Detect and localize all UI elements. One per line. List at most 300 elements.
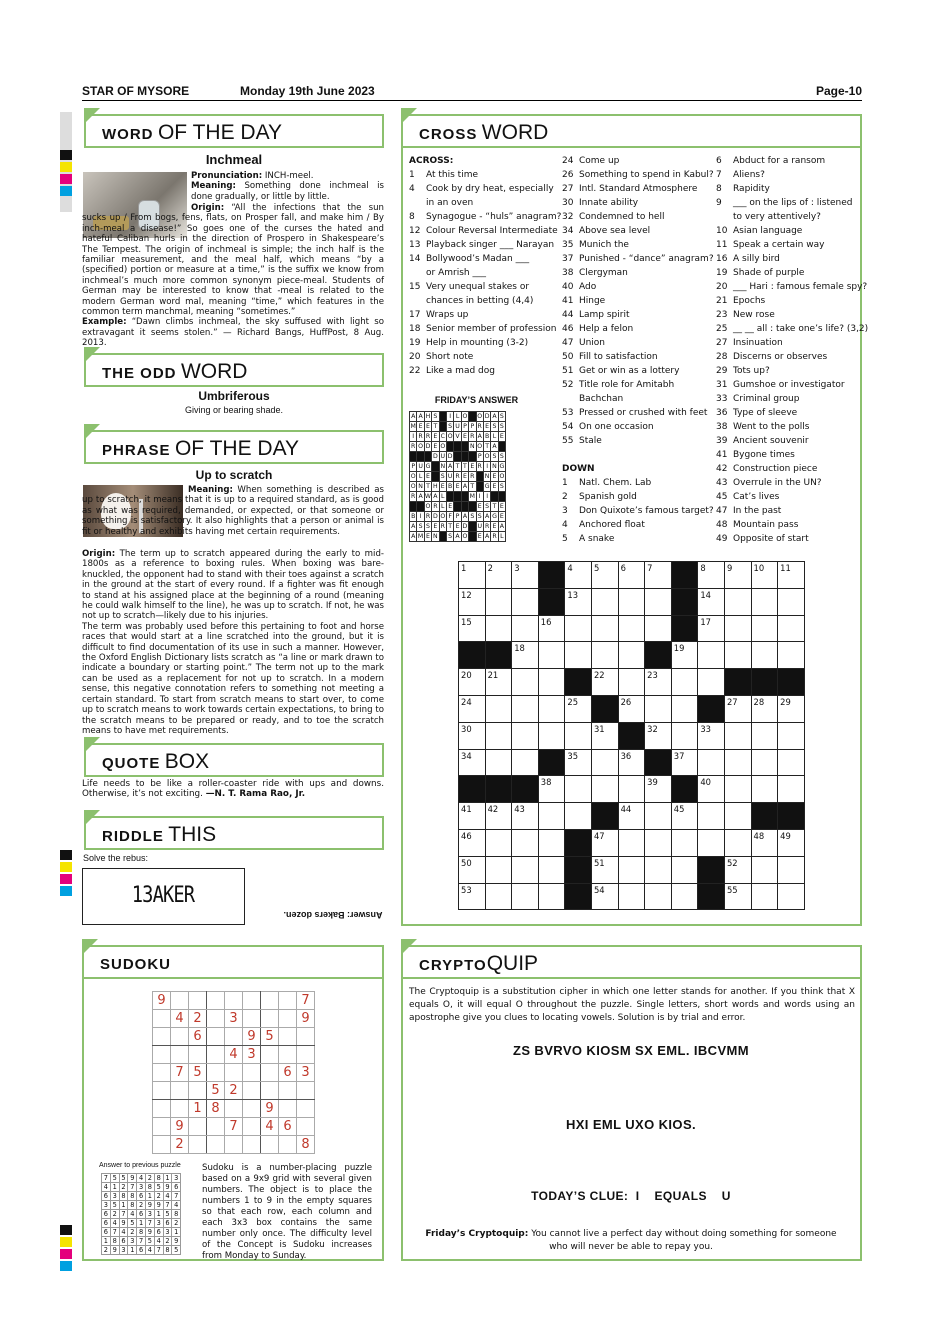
black-square bbox=[459, 642, 486, 669]
crossword-cell[interactable]: 35 bbox=[565, 749, 592, 776]
crossword-cell[interactable] bbox=[485, 588, 512, 615]
sudoku-cell[interactable]: 3 bbox=[243, 1046, 261, 1064]
crossword-cell[interactable] bbox=[778, 615, 805, 642]
sudoku-cell[interactable] bbox=[297, 1118, 315, 1136]
sudoku-cell[interactable] bbox=[189, 1046, 207, 1064]
sudoku-cell: 7 bbox=[154, 1246, 163, 1255]
sudoku-cell[interactable]: 9 bbox=[297, 1010, 315, 1028]
answer-cell: G bbox=[425, 463, 431, 470]
crossword-cell[interactable] bbox=[698, 803, 725, 830]
clue-line: 8 Synagogue - “huls” anagram? bbox=[409, 212, 562, 222]
crossword-cell[interactable]: 6 bbox=[618, 562, 645, 589]
sudoku-cell: 6 bbox=[137, 1246, 146, 1255]
crossword-cell[interactable] bbox=[778, 588, 805, 615]
clue-line: 20 ___ Hari : famous female spy? bbox=[716, 282, 868, 292]
answer-cell bbox=[417, 502, 424, 512]
sudoku-cell[interactable] bbox=[207, 1064, 225, 1082]
crossword-cell[interactable] bbox=[512, 615, 539, 642]
sudoku-cell[interactable] bbox=[297, 1028, 315, 1046]
odd-word-meaning: Giving or bearing shade. bbox=[184, 405, 284, 415]
sudoku-cell[interactable] bbox=[243, 1118, 261, 1136]
crossword-cell[interactable] bbox=[538, 856, 565, 883]
crossword-cell[interactable]: 1 bbox=[459, 562, 486, 589]
crossword-cell[interactable] bbox=[512, 722, 539, 749]
crossword-cell[interactable] bbox=[751, 722, 778, 749]
crossword-cell[interactable] bbox=[618, 615, 645, 642]
sudoku-cell[interactable] bbox=[279, 1100, 297, 1118]
crossword-cell[interactable] bbox=[485, 615, 512, 642]
crossword-cell[interactable] bbox=[538, 883, 565, 910]
answer-cell: O bbox=[477, 443, 483, 450]
sudoku-cell[interactable]: 9 bbox=[261, 1100, 279, 1118]
sudoku-cell[interactable]: 5 bbox=[189, 1064, 207, 1082]
crossword-cell[interactable]: 45 bbox=[671, 803, 698, 830]
clue-line: 32 Condemned to hell bbox=[562, 212, 665, 222]
sudoku-cell[interactable] bbox=[225, 1136, 243, 1154]
sudoku-cell[interactable] bbox=[261, 1046, 279, 1064]
sudoku-cell: 4 bbox=[102, 1183, 111, 1192]
answer-cell: C bbox=[440, 433, 445, 440]
crossword-cell[interactable]: 3 bbox=[512, 562, 539, 589]
sudoku-cell[interactable] bbox=[225, 1064, 243, 1082]
black-square bbox=[724, 669, 751, 696]
clue-line: 27 Intl. Standard Atmosphere bbox=[562, 184, 698, 194]
sudoku-cell[interactable]: 4 bbox=[261, 1118, 279, 1136]
sudoku-cell[interactable] bbox=[279, 1046, 297, 1064]
crossword-cell[interactable] bbox=[671, 722, 698, 749]
crossword-cell[interactable] bbox=[512, 669, 539, 696]
crossword-cell[interactable]: 43 bbox=[512, 803, 539, 830]
crossword-cell[interactable] bbox=[618, 642, 645, 669]
crossword-cell[interactable] bbox=[645, 695, 672, 722]
crossword-cell[interactable]: 9 bbox=[724, 562, 751, 589]
sudoku-cell[interactable] bbox=[207, 1010, 225, 1028]
answer-cell: E bbox=[433, 443, 438, 450]
clue-line: DOWN bbox=[562, 464, 595, 474]
sudoku-cell[interactable] bbox=[243, 1082, 261, 1100]
crossword-cell[interactable]: 46 bbox=[459, 829, 486, 856]
crossword-cell[interactable]: 30 bbox=[459, 722, 486, 749]
crossword-cell[interactable] bbox=[778, 642, 805, 669]
sudoku-cell[interactable] bbox=[261, 1010, 279, 1028]
black-square bbox=[671, 776, 698, 803]
crossword-cell[interactable]: 54 bbox=[591, 883, 618, 910]
crossword-cell[interactable]: 33 bbox=[698, 722, 725, 749]
crossword-cell[interactable]: 16 bbox=[538, 615, 565, 642]
friday-answer-label: FRIDAY’S ANSWER bbox=[434, 395, 519, 405]
crossword-cell[interactable] bbox=[698, 749, 725, 776]
sudoku-cell[interactable] bbox=[297, 1100, 315, 1118]
clue-line: 39 Ancient souvenir bbox=[716, 436, 809, 446]
crossword-cell[interactable] bbox=[645, 883, 672, 910]
crossword-cell[interactable] bbox=[645, 615, 672, 642]
clue-line: 19 Shade of purple bbox=[716, 268, 805, 278]
crossword-cell[interactable]: 7 bbox=[645, 562, 672, 589]
crossword-cell[interactable]: 13 bbox=[565, 588, 592, 615]
crossword-cell[interactable]: 40 bbox=[698, 776, 725, 803]
crossword-cell[interactable]: 49 bbox=[778, 829, 805, 856]
answer-cell bbox=[476, 482, 483, 492]
answer-cell: H bbox=[425, 413, 431, 420]
crossword-cell[interactable] bbox=[591, 776, 618, 803]
crossword-cell[interactable] bbox=[565, 803, 592, 830]
crossword-cell[interactable] bbox=[538, 695, 565, 722]
crossword-cell[interactable]: 21 bbox=[485, 669, 512, 696]
crossword-cell[interactable]: 24 bbox=[459, 695, 486, 722]
crossword-cell[interactable] bbox=[485, 695, 512, 722]
sudoku-cell[interactable]: 5 bbox=[261, 1028, 279, 1046]
crossword-cell[interactable]: 28 bbox=[751, 695, 778, 722]
sudoku-cell[interactable] bbox=[153, 1028, 171, 1046]
crossword-cell[interactable]: 8 bbox=[698, 562, 725, 589]
clue-line: 22 Like a mad dog bbox=[409, 366, 495, 376]
sudoku-cell[interactable] bbox=[153, 1010, 171, 1028]
crossword-cell[interactable] bbox=[671, 669, 698, 696]
crossword-cell[interactable] bbox=[671, 883, 698, 910]
crossword-cell[interactable] bbox=[565, 722, 592, 749]
crossword-cell[interactable] bbox=[538, 642, 565, 669]
crossword-cell[interactable]: 38 bbox=[538, 776, 565, 803]
sudoku-cell: 6 bbox=[137, 1210, 146, 1219]
sudoku-cell[interactable]: 1 bbox=[189, 1100, 207, 1118]
sudoku-cell[interactable] bbox=[171, 1100, 189, 1118]
sudoku-cell: 3 bbox=[154, 1219, 163, 1228]
sudoku-cell[interactable] bbox=[243, 1010, 261, 1028]
crossword-cell[interactable]: 48 bbox=[751, 829, 778, 856]
crossword-cell[interactable]: 31 bbox=[591, 722, 618, 749]
answer-cell: A bbox=[492, 443, 497, 450]
sudoku-cell: 2 bbox=[154, 1192, 163, 1201]
friday-cryptoquip: Friday’s Cryptoquip: You cannot live a perfect day without doing something for someone who will never be able to repay you. bbox=[425, 1229, 837, 1252]
sudoku-cell[interactable]: 6 bbox=[279, 1118, 297, 1136]
crossword-cell[interactable] bbox=[778, 883, 805, 910]
sudoku-cell: 5 bbox=[110, 1201, 119, 1210]
crossword-cell[interactable] bbox=[698, 829, 725, 856]
sudoku-cell: 1 bbox=[154, 1210, 163, 1219]
crossword-grid[interactable] bbox=[458, 561, 805, 910]
word-definition-top: Pronunciation: INCH-meel. Meaning: Something done inchmeal is done gradually, or little by little. bbox=[191, 171, 384, 202]
sudoku-cell[interactable] bbox=[261, 992, 279, 1010]
crossword-cell[interactable] bbox=[724, 749, 751, 776]
crossword-cell[interactable]: 14 bbox=[698, 588, 725, 615]
sudoku-cell[interactable]: 8 bbox=[297, 1136, 315, 1154]
crossword-cell[interactable]: 39 bbox=[645, 776, 672, 803]
crossword-cell[interactable] bbox=[512, 749, 539, 776]
sudoku-cell[interactable] bbox=[261, 1082, 279, 1100]
crossword-cell[interactable] bbox=[485, 856, 512, 883]
crossword-cell[interactable] bbox=[591, 642, 618, 669]
crossword-cell[interactable] bbox=[698, 669, 725, 696]
sudoku-cell[interactable] bbox=[171, 1082, 189, 1100]
answer-cell: E bbox=[462, 433, 467, 440]
crossword-cell[interactable] bbox=[512, 588, 539, 615]
sudoku-cell[interactable]: 9 bbox=[153, 992, 171, 1010]
sudoku-cell[interactable] bbox=[207, 1028, 225, 1046]
crossword-cell[interactable] bbox=[751, 883, 778, 910]
sudoku-cell[interactable] bbox=[207, 1118, 225, 1136]
crossword-cell[interactable] bbox=[724, 776, 751, 803]
crossword-cell[interactable] bbox=[724, 803, 751, 830]
answer-cell: S bbox=[499, 413, 504, 420]
sudoku-cell[interactable] bbox=[279, 1082, 297, 1100]
crossword-cell[interactable] bbox=[565, 776, 592, 803]
answer-cell: O bbox=[440, 513, 446, 520]
crossword-cell[interactable]: 10 bbox=[751, 562, 778, 589]
sudoku-cell[interactable] bbox=[243, 1136, 261, 1154]
answer-cell: S bbox=[485, 503, 490, 510]
sudoku-cell: 7 bbox=[110, 1228, 119, 1237]
sudoku-cell[interactable]: 6 bbox=[279, 1064, 297, 1082]
crossword-cell[interactable] bbox=[618, 883, 645, 910]
crossword-cell[interactable]: 15 bbox=[459, 615, 486, 642]
sudoku-cell[interactable] bbox=[279, 992, 297, 1010]
crossword-cell[interactable] bbox=[724, 588, 751, 615]
crossword-cell[interactable] bbox=[591, 615, 618, 642]
answer-cell: E bbox=[477, 503, 482, 510]
crossword-cell[interactable]: 23 bbox=[645, 669, 672, 696]
sudoku-cell[interactable] bbox=[243, 1100, 261, 1118]
crossword-cell[interactable] bbox=[645, 588, 672, 615]
crossword-cell[interactable] bbox=[751, 856, 778, 883]
crossword-cell[interactable] bbox=[485, 829, 512, 856]
crossword-cell[interactable] bbox=[512, 829, 539, 856]
answer-cell: O bbox=[462, 533, 468, 540]
phrase-title: Up to scratch bbox=[195, 468, 273, 482]
sudoku-cell[interactable] bbox=[279, 1136, 297, 1154]
sudoku-cell[interactable] bbox=[153, 1064, 171, 1082]
sudoku-cell[interactable] bbox=[261, 1136, 279, 1154]
crossword-cell[interactable] bbox=[645, 829, 672, 856]
clue-line: 33 Criminal group bbox=[716, 394, 800, 404]
sudoku-cell[interactable]: 9 bbox=[171, 1118, 189, 1136]
clue-line: 55 Stale bbox=[562, 436, 602, 446]
crossword-cell[interactable] bbox=[778, 856, 805, 883]
crossword-cell[interactable] bbox=[751, 588, 778, 615]
clue-line: 38 Went to the polls bbox=[716, 422, 810, 432]
clue-line: 26 Something to spend in Kabul? bbox=[562, 170, 714, 180]
crossword-cell[interactable] bbox=[485, 883, 512, 910]
crossword-cell[interactable] bbox=[538, 722, 565, 749]
sudoku-cell[interactable] bbox=[279, 1028, 297, 1046]
crossword-cell[interactable]: 29 bbox=[778, 695, 805, 722]
crossword-cell[interactable] bbox=[618, 776, 645, 803]
crossword-cell[interactable] bbox=[618, 669, 645, 696]
crossword-cell[interactable] bbox=[724, 829, 751, 856]
crossword-cell[interactable] bbox=[512, 883, 539, 910]
sudoku-previous-answer bbox=[101, 1173, 181, 1255]
crossword-cell[interactable] bbox=[751, 642, 778, 669]
sudoku-cell[interactable] bbox=[153, 1046, 171, 1064]
sudoku-cell[interactable] bbox=[243, 992, 261, 1010]
crossword-cell[interactable]: 27 bbox=[724, 695, 751, 722]
sudoku-cell[interactable] bbox=[297, 1046, 315, 1064]
sudoku-cell[interactable]: 2 bbox=[225, 1082, 243, 1100]
crossword-cell[interactable]: 19 bbox=[671, 642, 698, 669]
clue-line: 23 New rose bbox=[716, 310, 775, 320]
crossword-cell[interactable]: 26 bbox=[618, 695, 645, 722]
crossword-cell[interactable]: 22 bbox=[591, 669, 618, 696]
crossword-cell[interactable] bbox=[618, 588, 645, 615]
crossword-cell[interactable]: 41 bbox=[459, 803, 486, 830]
sudoku-cell[interactable] bbox=[243, 1064, 261, 1082]
sudoku-cell[interactable]: 3 bbox=[297, 1064, 315, 1082]
crossword-cell[interactable] bbox=[751, 776, 778, 803]
crossword-cell[interactable] bbox=[538, 669, 565, 696]
sudoku-cell[interactable] bbox=[189, 1118, 207, 1136]
answer-cell: A bbox=[484, 513, 490, 520]
clue-line: 48 Mountain pass bbox=[716, 520, 799, 530]
crossword-cell[interactable]: 17 bbox=[698, 615, 725, 642]
crossword-cell[interactable] bbox=[671, 829, 698, 856]
sudoku-cell[interactable]: 2 bbox=[189, 1010, 207, 1028]
crossword-cell[interactable] bbox=[778, 722, 805, 749]
clues-down-col3 bbox=[716, 154, 869, 546]
answer-cell: E bbox=[499, 503, 504, 510]
odd-word-title: Umbriferous bbox=[198, 389, 270, 403]
crossword-cell[interactable]: 36 bbox=[618, 749, 645, 776]
crossword-cell[interactable] bbox=[645, 803, 672, 830]
sudoku-cell[interactable] bbox=[153, 1100, 171, 1118]
crossword-cell[interactable]: 34 bbox=[459, 749, 486, 776]
sudoku-cell[interactable] bbox=[225, 1100, 243, 1118]
sudoku-cell[interactable] bbox=[153, 1118, 171, 1136]
sudoku-cell: 5 bbox=[154, 1183, 163, 1192]
crossword-cell[interactable] bbox=[591, 749, 618, 776]
crossword-cell[interactable]: 25 bbox=[565, 695, 592, 722]
crossword-header: CROSS WORD bbox=[401, 114, 862, 148]
sudoku-cell[interactable] bbox=[279, 1010, 297, 1028]
sudoku-cell[interactable]: 2 bbox=[171, 1136, 189, 1154]
crossword-cell[interactable] bbox=[512, 856, 539, 883]
clue-line: 2 Spanish gold bbox=[562, 492, 637, 502]
sudoku-cell[interactable] bbox=[189, 1136, 207, 1154]
answer-cell: I bbox=[446, 412, 453, 422]
sudoku-cell[interactable] bbox=[207, 992, 225, 1010]
crossword-cell[interactable] bbox=[724, 642, 751, 669]
crossword-cell[interactable]: 32 bbox=[645, 722, 672, 749]
crossword-cell[interactable]: 12 bbox=[459, 588, 486, 615]
crossword-cell[interactable]: 42 bbox=[485, 803, 512, 830]
clue-line: 36 Type of sleeve bbox=[716, 408, 798, 418]
sudoku-cell[interactable]: 8 bbox=[207, 1100, 225, 1118]
sudoku-cell[interactable] bbox=[171, 1028, 189, 1046]
word-title: Inchmeal bbox=[205, 152, 263, 167]
answer-cell: O bbox=[484, 453, 490, 460]
sudoku-cell[interactable] bbox=[153, 1136, 171, 1154]
answer-cell: E bbox=[433, 433, 438, 440]
crossword-cell[interactable]: 44 bbox=[618, 803, 645, 830]
black-square bbox=[485, 642, 512, 669]
clue-line: 7 Aliens? bbox=[716, 170, 765, 180]
crossword-cell[interactable] bbox=[565, 615, 592, 642]
sudoku-cell[interactable]: 7 bbox=[297, 992, 315, 1010]
crossword-cell[interactable] bbox=[485, 722, 512, 749]
sudoku-cell: 2 bbox=[172, 1219, 181, 1228]
sudoku-cell[interactable] bbox=[261, 1064, 279, 1082]
sudoku-cell[interactable] bbox=[189, 1082, 207, 1100]
sudoku-cell[interactable] bbox=[171, 1046, 189, 1064]
sudoku-cell[interactable] bbox=[297, 1082, 315, 1100]
answer-cell bbox=[432, 462, 439, 472]
rebus-box bbox=[82, 868, 245, 925]
crossword-cell[interactable] bbox=[751, 615, 778, 642]
clue-line: 47 Union bbox=[562, 338, 606, 348]
crossword-cell[interactable] bbox=[485, 749, 512, 776]
sudoku-cell[interactable] bbox=[171, 992, 189, 1010]
sudoku-cell[interactable] bbox=[189, 992, 207, 1010]
crossword-cell[interactable] bbox=[618, 856, 645, 883]
sudoku-cell[interactable]: 9 bbox=[243, 1028, 261, 1046]
sudoku-cell[interactable] bbox=[225, 992, 243, 1010]
answer-cell: A bbox=[477, 433, 482, 440]
crossword-cell[interactable]: 50 bbox=[459, 856, 486, 883]
crossword-cell[interactable] bbox=[538, 829, 565, 856]
sudoku-cell: 1 bbox=[128, 1246, 137, 1255]
sudoku-cell[interactable]: 6 bbox=[189, 1028, 207, 1046]
crossword-cell[interactable] bbox=[698, 642, 725, 669]
crossword-cell[interactable] bbox=[645, 856, 672, 883]
crossword-cell[interactable]: 2 bbox=[485, 562, 512, 589]
crossword-cell[interactable] bbox=[538, 803, 565, 830]
answer-cell: S bbox=[448, 533, 453, 540]
black-square bbox=[671, 615, 698, 642]
crossword-cell[interactable]: 51 bbox=[591, 856, 618, 883]
crossword-cell[interactable]: 47 bbox=[591, 829, 618, 856]
sudoku-cell: 1 bbox=[110, 1183, 119, 1192]
answer-cell: T bbox=[463, 463, 467, 470]
sudoku-cell[interactable]: 4 bbox=[171, 1010, 189, 1028]
answer-cell bbox=[469, 502, 476, 512]
crossword-cell[interactable] bbox=[618, 829, 645, 856]
crossword-cell[interactable] bbox=[751, 749, 778, 776]
crossword-cell[interactable] bbox=[671, 695, 698, 722]
sudoku-cell[interactable]: 5 bbox=[207, 1082, 225, 1100]
crossword-cell[interactable]: 37 bbox=[671, 749, 698, 776]
sudoku-cell[interactable] bbox=[207, 1046, 225, 1064]
sudoku-cell[interactable] bbox=[225, 1028, 243, 1046]
answer-cell bbox=[446, 442, 453, 452]
sudoku-cell: 5 bbox=[128, 1219, 137, 1228]
crossword-cell[interactable]: 18 bbox=[512, 642, 539, 669]
crossword-cell[interactable] bbox=[565, 642, 592, 669]
sudoku-cell[interactable]: 4 bbox=[225, 1046, 243, 1064]
crossword-cell[interactable] bbox=[724, 722, 751, 749]
crossword-cell[interactable] bbox=[724, 615, 751, 642]
crossword-cell[interactable]: 55 bbox=[724, 883, 751, 910]
answer-cell bbox=[410, 452, 417, 462]
crossword-cell[interactable] bbox=[778, 776, 805, 803]
crossword-cell[interactable]: 52 bbox=[724, 856, 751, 883]
crossword-cell[interactable]: 53 bbox=[459, 883, 486, 910]
crossword-cell[interactable] bbox=[591, 588, 618, 615]
sudoku-cell[interactable]: 3 bbox=[225, 1010, 243, 1028]
answer-cell: P bbox=[470, 423, 475, 430]
crossword-cell[interactable] bbox=[671, 856, 698, 883]
sudoku-grid[interactable] bbox=[152, 991, 315, 1154]
sudoku-cell[interactable] bbox=[207, 1136, 225, 1154]
crossword-cell[interactable] bbox=[512, 695, 539, 722]
crossword-cell[interactable]: 4 bbox=[565, 562, 592, 589]
clue-line: 17 Wraps up bbox=[409, 310, 469, 320]
sudoku-cell[interactable]: 7 bbox=[225, 1118, 243, 1136]
crossword-cell[interactable]: 20 bbox=[459, 669, 486, 696]
crossword-cell[interactable]: 11 bbox=[778, 562, 805, 589]
answer-cell bbox=[424, 452, 431, 462]
crossword-cell[interactable]: 5 bbox=[591, 562, 618, 589]
sudoku-cell[interactable] bbox=[153, 1082, 171, 1100]
crossword-cell[interactable] bbox=[778, 749, 805, 776]
sudoku-cell[interactable]: 7 bbox=[171, 1064, 189, 1082]
